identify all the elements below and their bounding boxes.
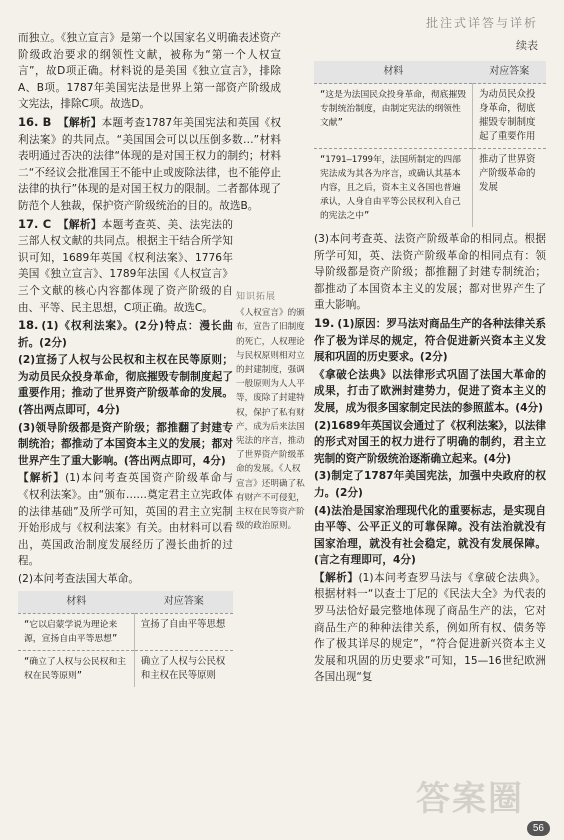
table-row xyxy=(18,613,233,650)
q18-line-3: (3)领导阶级都是资产阶级；都推翻了封建专制统治；都推动了本国资本主义的发展；都对世界产生了重大影响。(答出两点即可，4分) xyxy=(18,421,233,467)
material-answer-table-2 xyxy=(314,61,546,227)
q19-line-5: (4)法治是国家治理现代化的重要标志，是实现自由平等、公平正义的可靠保障。没有法治就没有国家治理，就没有社会稳定，就没有发展保障。(言之有理即可，4分) xyxy=(314,504,546,567)
q19-line-3: (2)1689年英国议会通过了《权利法案》，以法律的形式对国王的权力进行了明确的制约，君主立宪制的资产阶级统治逐渐确立起来。(4分) xyxy=(314,419,546,465)
q17-text: 本题考查英、美、法宪法的三部人权文献的共同点。根据主干结合所学知识可知，1689年英国《权利法案》、1776年美国《独立宣言》、1789年法国《人权宣言》三个文献的核心内容都体现了资产阶级的自由、平等、民主思想，C项正确。故选C。 xyxy=(18,218,233,314)
q16-text: 本题考查1787年美国宪法和英国《权利法案》的共同点。“美国国会可以以压倒多数…”材料表明通过否决的法律“体现的是对国王权力的制约；材料二“不经议会批准国王不能中止或废除法律，也不能停止法律的执行”体现的是对国王权力的限制。二者都体现了防范个人独裁，保护资产阶级统治的目的。故选B。 xyxy=(18,116,281,212)
q17-analysis-tag: 【解析】 xyxy=(57,218,102,231)
q16-answer xyxy=(18,114,281,215)
q19-number: 19. xyxy=(314,315,335,330)
q18-part3-explanation: (3)本问考查英、法资产阶级革命的相同点。根据所学可知，英、法资产阶级革命的相同点有：领导阶级都是资产阶级；都推翻了封建专制统治；都推动了本国资本主义的发展；都对世界产生了重大影响。 xyxy=(314,233,546,312)
brand-title: 批注式详答与详析 xyxy=(425,16,538,30)
table-cell-material: “它以启蒙学说为理论来源，宣扬自由平等思想” xyxy=(18,613,134,650)
q18-explanation-2: (2)本问考查法国大革命。 xyxy=(18,573,139,585)
q16-number: 16. B xyxy=(18,114,52,129)
table2-header-answer: 对应答案 xyxy=(473,61,546,84)
intro-paragraph: 而独立。《独立宣言》是第一个以国家名义明确表述资产阶级政治要求的纲领性文献，被称为“第一个人权宣言”，故D项正确。材料说的是美国《独立宣言》，排除A、B项。1787年美国宪法是世界上第一部资产阶级成文宪法，排除C项。故选D。 xyxy=(18,32,281,111)
table-cell-answer: 为动员民众投身革命，彻底摧毁专制制度起了重要作用 xyxy=(473,84,546,149)
q19-explanation: 【解析】(1)本问考查罗马法与《拿破仑法典》。根据材料一“以查士丁尼的《民法大全》为代表的罗马法恰好最完整地体现了商品生产的法，它对商品生产的种种法律关系，例如所有权、债务等作了极其详尽的规定”，“符合促进新兴资本主义发展和巩固的历史要求”可知，15—16世纪欧洲各国出现“复 xyxy=(314,571,546,684)
q18-line-2: (2)宣扬了人权与公民权和主权在民等原则；为动员民众投身革命，彻底摧毁专制制度起了重要作用；推动了世界资产阶级革命的发展。(答出两点即可，4分) xyxy=(18,354,233,417)
table1-header-material: 材料 xyxy=(18,591,134,614)
right-column xyxy=(314,58,546,687)
q19-line-2: 《拿破仑法典》以法律形式巩固了法国大革命的成果，打击了欧洲封建势力，促进了资本主义的发展，成为很多国家制定民法的参照蓝本。(4分) xyxy=(314,368,546,414)
q19-line-4: (3)制定了1787年美国宪法，加强中央政府的权力。(2分) xyxy=(314,470,546,499)
table-cell-material: “这是为法国民众投身革命，彻底摧毁专制统治制度，由制定宪法的纲领性文献” xyxy=(314,84,473,149)
q18-answer xyxy=(18,317,233,588)
watermark: 答案圈 xyxy=(416,780,524,818)
q19-analysis-tag: 【解析】 xyxy=(314,571,359,584)
table2-header-material: 材料 xyxy=(314,61,473,84)
q16-analysis-tag: 【解析】 xyxy=(58,116,102,129)
q18-explanation: 【解析】(1)本问考查英国资产阶级革命与《权利法案》。由“颁布……奠定君主立宪政体的法律基础”及所学可知，英国的君主立宪制开始形成与《权利法案》有关。由材料可以看出，英国政治制度发展经历了漫长曲折的过程。 xyxy=(18,472,233,568)
table1-header-answer: 对应答案 xyxy=(134,591,233,614)
continued-label: 续表 xyxy=(516,39,538,52)
knowledge-sidebar xyxy=(236,290,306,533)
sidebar-title: 知识拓展 xyxy=(236,292,277,302)
table-row xyxy=(314,84,546,149)
table-row xyxy=(314,149,546,228)
q18-number: 18. xyxy=(18,318,39,333)
page-number: 56 xyxy=(527,821,550,836)
table-cell-material: “确立了人权与公民权和主权在民等原则” xyxy=(18,650,134,687)
q17-number: 17. C xyxy=(18,216,52,231)
page-header xyxy=(426,14,538,53)
q18-analysis-tag: 【解析】 xyxy=(18,472,66,485)
table-cell-material: “1791—1799年，法国所制定的四部宪法成为其各为序言，或确认其基本内容，且之后，资本主义各国也普遍承认，人身自由平等公民权利入自己的宪法之中” xyxy=(314,149,473,228)
q19-answer xyxy=(314,315,546,686)
material-answer-table-1 xyxy=(18,591,233,687)
q17-answer xyxy=(18,216,233,317)
sidebar-text: 《人权宣言》的颁布，宣告了旧制度的死亡，人权理论与民权原则相对立的封建制度，强调一般原则为人人平等，废除了封建特权，保护了私有财产，成为后来法国宪法的序言，推动了世界资产阶级革命的发展。《人权宣言》还明确了私有财产不可侵犯，主权在民等资产阶级的政治原则。 xyxy=(236,308,305,532)
table-cell-answer: 宣扬了自由平等思想 xyxy=(134,613,233,650)
table-cell-answer: 确立了人权与公民权和主权在民等原则 xyxy=(134,650,233,687)
table-cell-answer: 推动了世界资产阶级革命的发展 xyxy=(473,149,546,228)
table-row xyxy=(18,650,233,687)
q18-line-1: 18. (1)《权利法案》。(2分)特点：漫长曲折。(2分) xyxy=(18,318,233,349)
q19-line-1: 19. (1)原因：罗马法对商品生产的各种法律关系作了极为详尽的规定，符合促进新兴资本主义发展和巩固的历史要求。(2分) xyxy=(314,315,546,364)
